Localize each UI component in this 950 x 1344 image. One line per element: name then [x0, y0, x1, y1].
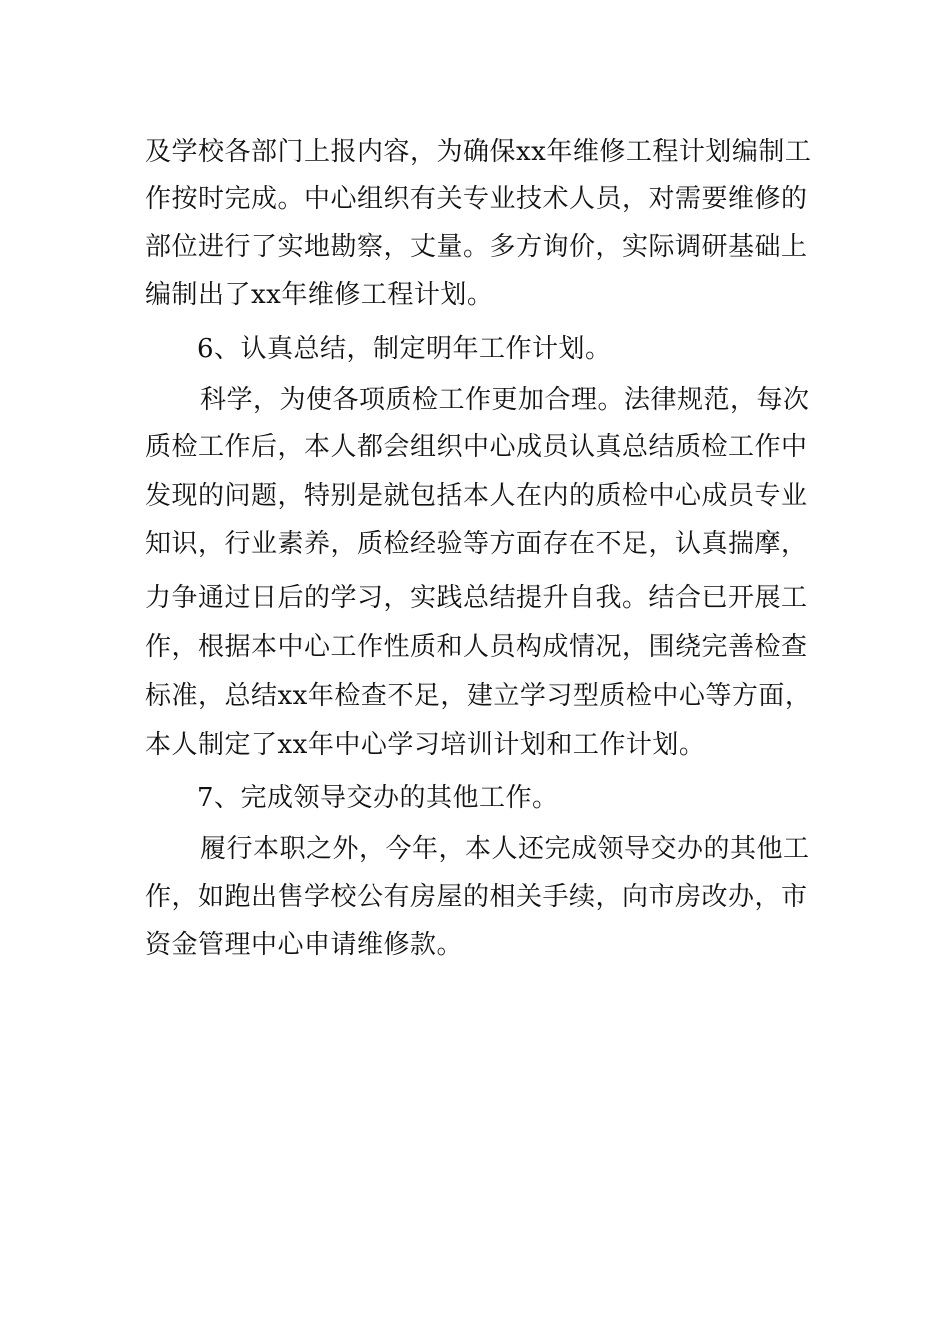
paragraph-line: 资金管理中心申请维修款。 [145, 930, 464, 960]
paragraph-line: 知识，行业素养，质检经验等方面存在不足，认真揣摩， [145, 529, 808, 559]
paragraph-line: 履行本职之外，今年，本人还完成领导交办的其他工 [200, 834, 810, 864]
paragraph-line: 力争通过日后的学习，实践总结提升自我。结合已开展工 [145, 583, 808, 613]
paragraph-line: 作按时完成。中心组织有关专业技术人员，对需要维修的 [145, 184, 808, 214]
paragraph-line: 部位进行了实地勘察，丈量。多方询价，实际调研基础上 [145, 232, 808, 262]
paragraph-line: 发现的问题，特别是就包括本人在内的质检中心成员专业 [145, 481, 808, 511]
paragraph-line: 编制出了xx年维修工程计划。 [145, 280, 494, 310]
paragraph-line: 标准，总结xx年检查不足，建立学习型质检中心等方面， [145, 681, 812, 711]
section-heading: 7、完成领导交办的其他工作。 [197, 783, 559, 813]
paragraph-line: 科学，为使各项质检工作更加合理。法律规范，每次 [200, 385, 810, 415]
paragraph-line: 作，根据本中心工作性质和人员构成情况，围绕完善检查 [145, 632, 808, 662]
section-heading: 6、认真总结，制定明年工作计划。 [197, 334, 612, 364]
paragraph-line: 及学校各部门上报内容，为确保xx年维修工程计划编制工 [145, 137, 812, 167]
paragraph-line: 本人制定了xx年中心学习培训计划和工作计划。 [145, 730, 706, 760]
paragraph-line: 质检工作后，本人都会组织中心成员认真总结质检工作中 [145, 432, 808, 462]
paragraph-line: 作，如跑出售学校公有房屋的相关手续，向市房改办，市 [145, 882, 808, 912]
